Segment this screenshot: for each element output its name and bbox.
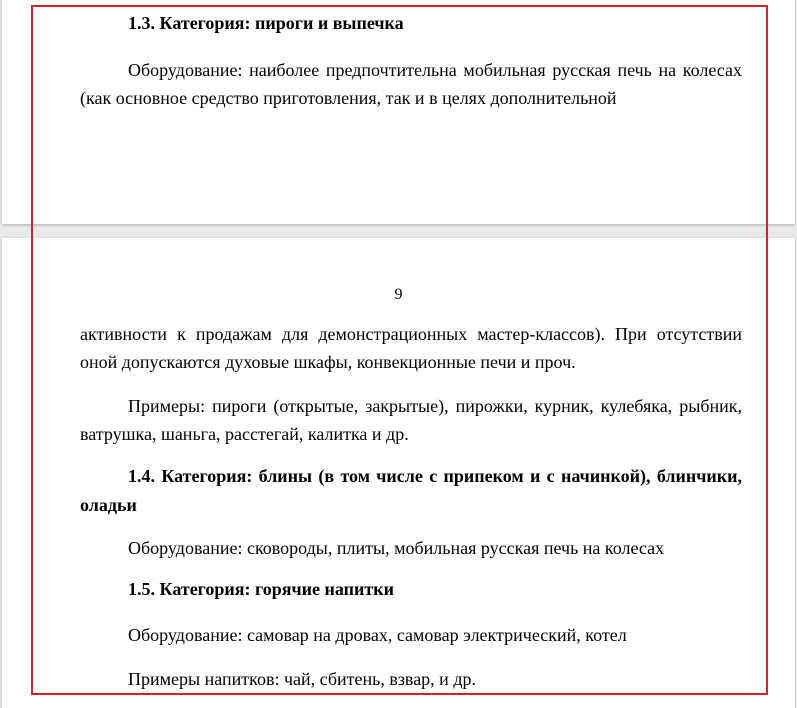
document-page-8	[2, 0, 795, 224]
document-page-9	[2, 238, 795, 708]
paragraph-equipment-1-3-continued: активности к продажам для демонстрационных мастер-классов). При отсутствии оной допускаются духовые шкафы, конвекционные печи и проч.	[80, 324, 742, 372]
paragraph-equipment-1-5: Оборудование: самовар на дровах, самовар электрический, котел	[128, 625, 627, 645]
section-heading-1-5: 1.5. Категория: горячие напитки	[128, 579, 394, 599]
paragraph-equipment-1-3: Оборудование: наиболее предпочтительна мобильная русская печь на колесах (как основное средство приготовления, так и в целях дополнительной	[80, 60, 742, 108]
paragraph-examples-1-3: Примеры: пироги (открытые, закрытые), пирожки, курник, кулебяка, рыбник, ватрушка, шаньга, расстегай, калитка и др.	[80, 396, 742, 444]
paragraph-equipment-1-4: Оборудование: сковороды, плиты, мобильная русская печь на колесах	[128, 538, 665, 558]
section-heading-1-4: 1.4. Категория: блины (в том числе с припеком и с начинкой), блинчики, оладьи	[80, 466, 742, 515]
paragraph-examples-1-5: Примеры напитков: чай, сбитень, взвар, и др.	[128, 669, 476, 689]
page-number: 9	[394, 286, 403, 303]
section-heading-1-3: 1.3. Категория: пироги и выпечка	[128, 13, 404, 33]
